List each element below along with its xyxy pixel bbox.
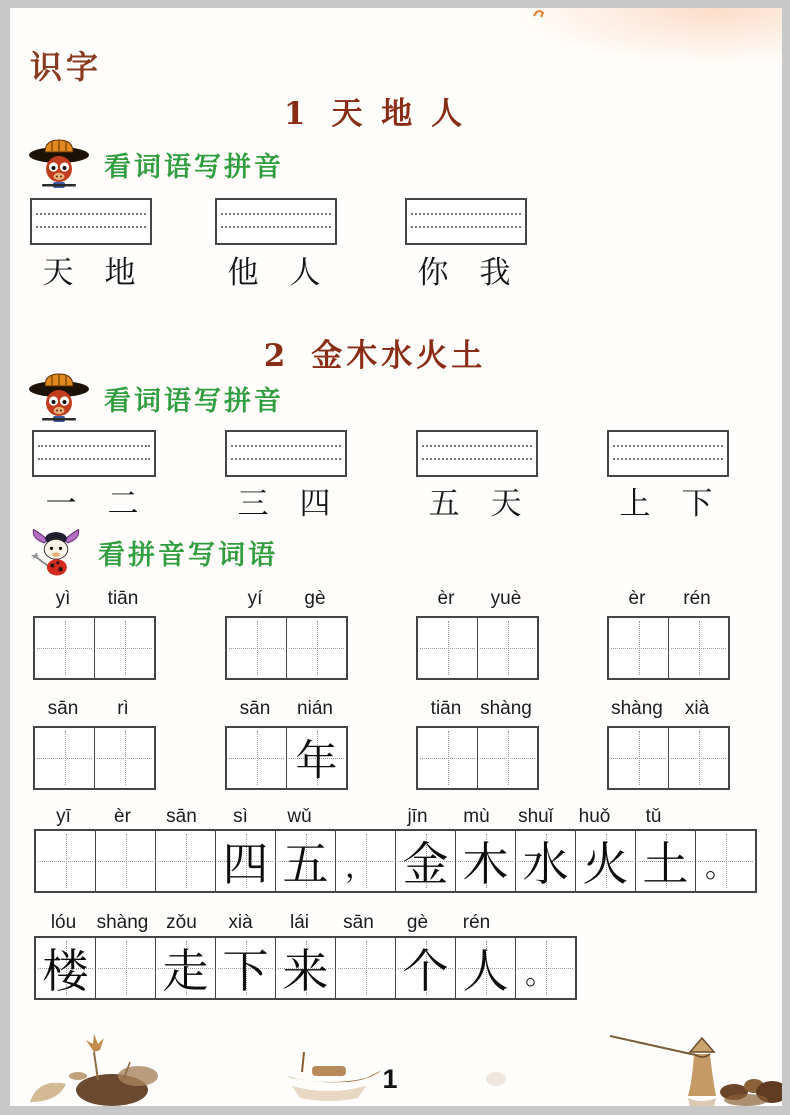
writing-cell <box>35 728 94 788</box>
written-character <box>95 618 154 678</box>
writing-cell <box>455 831 515 891</box>
pinyin-syllable: lái <box>289 912 309 933</box>
writing-cell <box>668 728 728 788</box>
pinyin-syllable: nián <box>297 698 333 719</box>
written-character: 走 <box>162 944 209 998</box>
fisherman-illustration <box>548 1030 782 1106</box>
character-writing-grid <box>225 616 348 680</box>
pinyin-labels <box>225 588 345 610</box>
written-character <box>478 728 537 788</box>
written-character <box>478 618 537 678</box>
pinyin-syllable: huǒ <box>578 806 611 827</box>
written-character <box>418 728 477 788</box>
writing-cell <box>94 728 154 788</box>
writing-cell <box>227 618 286 678</box>
word-label: 他 人 <box>227 255 321 291</box>
pinyin-syllable: rén <box>462 912 491 933</box>
pinyin-syllable: sān <box>239 698 271 719</box>
writing-cell <box>215 938 275 998</box>
pinyin-writing-box <box>405 198 527 245</box>
written-character <box>418 618 477 678</box>
written-character <box>156 831 215 891</box>
writing-cell <box>477 618 537 678</box>
pinyin-labels <box>33 698 153 720</box>
character-writing-grid <box>225 726 348 790</box>
pinyin-labels <box>33 588 153 610</box>
scan-edge-left <box>0 0 10 1115</box>
pinyin-labels <box>416 588 536 610</box>
pinyin-syllable: tǔ <box>645 806 662 827</box>
pinyin-syllable: wǔ <box>287 806 312 827</box>
written-character: 四 <box>222 837 269 891</box>
pinyin-writing-box <box>607 430 729 477</box>
writing-cell <box>155 831 215 891</box>
writing-cell <box>395 831 455 891</box>
lesson1-exercise-header <box>28 138 284 190</box>
written-character <box>287 618 346 678</box>
unit-label: 识字 <box>30 48 103 86</box>
writing-cell <box>275 831 335 891</box>
writing-cell <box>335 831 395 891</box>
written-character <box>35 618 94 678</box>
lesson1-title <box>0 88 750 133</box>
orange-mark-decoration <box>532 6 548 20</box>
pinyin-syllable: shuǐ <box>518 806 553 827</box>
writing-cell <box>635 831 695 891</box>
writing-cell <box>35 618 94 678</box>
character-writing-grid <box>416 616 539 680</box>
lesson2-exercise1-heading: 看词语写拼音 <box>104 385 284 417</box>
pinyin-syllable: jīn <box>407 806 428 827</box>
character-writing-grid <box>33 726 156 790</box>
pinyin-syllable: shàng <box>611 698 663 719</box>
pinyin-syllable: xià <box>228 912 253 933</box>
written-character: 水 <box>522 837 569 891</box>
lesson1-title-text: 天 地 人 <box>331 96 467 132</box>
writing-cell <box>695 831 755 891</box>
pinyin-syllable: yì <box>55 588 71 609</box>
writing-cell <box>418 728 477 788</box>
pinyin-syllable: yí <box>247 588 263 609</box>
written-character: 火 <box>582 837 629 891</box>
writing-cell <box>609 728 668 788</box>
pinyin-syllable: yuè <box>490 588 522 609</box>
lesson2-exercise1-header <box>28 372 284 424</box>
pinyin-syllable: zǒu <box>166 912 197 933</box>
written-character: 来 <box>282 944 329 998</box>
pinyin-syllable: èr <box>437 588 455 609</box>
lesson2-number: 2 <box>263 338 286 374</box>
pinyin-labels <box>607 698 727 720</box>
pinyin-syllable: sì <box>233 806 248 827</box>
pinyin-writing-box <box>416 430 538 477</box>
writing-cell <box>575 831 635 891</box>
pinyin-syllable: gè <box>304 588 326 609</box>
writing-cell <box>395 938 455 998</box>
pinyin-writing-box <box>30 198 152 245</box>
word-label: 一 二 <box>45 486 139 522</box>
ox-wearing-hat-mascot-icon <box>28 138 90 190</box>
written-character: 个 <box>402 944 449 998</box>
written-character <box>227 728 286 788</box>
written-character <box>227 618 286 678</box>
writing-cell <box>335 938 395 998</box>
written-character: 金 <box>402 837 449 891</box>
written-punctuation: 。 <box>705 850 735 885</box>
pinyin-syllable: gè <box>406 912 429 933</box>
written-character: 楼 <box>42 944 89 998</box>
pinyin-syllable: tiān <box>107 588 139 609</box>
pinyin-syllable <box>683 806 742 828</box>
pinyin-labels-sentence2 <box>34 912 565 934</box>
pinyin-syllable: rì <box>117 698 129 719</box>
sentence-writing-grid <box>34 936 577 1000</box>
pinyin-syllable: yī <box>56 806 71 827</box>
pinyin-labels-sentence1 <box>34 806 742 828</box>
writing-cell <box>418 618 477 678</box>
pinyin-syllable: èr <box>628 588 646 609</box>
written-character <box>669 728 728 788</box>
writing-cell <box>515 831 575 891</box>
written-character: 人 <box>462 944 509 998</box>
ink-smudge-decoration <box>486 1072 506 1086</box>
scan-edge-bottom <box>0 1106 790 1115</box>
written-character: 土 <box>642 837 689 891</box>
writing-cell <box>215 831 275 891</box>
written-character <box>96 831 155 891</box>
writing-cell <box>275 938 335 998</box>
pinyin-syllable <box>506 912 565 934</box>
pinyin-syllable: shàng <box>96 912 149 933</box>
character-writing-grid <box>607 726 730 790</box>
pinyin-syllable: mù <box>463 806 490 827</box>
pinyin-syllable: xià <box>684 698 710 719</box>
writing-cell <box>286 618 346 678</box>
word-label: 你 我 <box>417 255 511 291</box>
writing-cell <box>515 938 575 998</box>
writing-cell <box>609 618 668 678</box>
character-writing-grid <box>33 616 156 680</box>
pinyin-syllable: sān <box>47 698 79 719</box>
writing-cell <box>668 618 728 678</box>
written-character: 下 <box>222 944 269 998</box>
character-writing-grid <box>416 726 539 790</box>
written-character: 木 <box>462 837 509 891</box>
writing-cell <box>477 728 537 788</box>
written-character <box>96 938 155 998</box>
pinyin-labels <box>607 588 727 610</box>
lesson1-number: 1 <box>283 96 306 132</box>
lesson2-title-text: 金木水火土 <box>311 338 487 374</box>
pinyin-syllable: lóu <box>50 912 77 933</box>
written-character <box>669 618 728 678</box>
writing-cell <box>95 938 155 998</box>
pinyin-syllable: sān <box>166 806 197 827</box>
written-character <box>35 728 94 788</box>
written-character: 年 <box>295 736 338 785</box>
written-punctuation: ， <box>345 850 375 885</box>
pinyin-writing-box <box>32 430 156 477</box>
ox-demon-mascot-icon <box>28 526 84 578</box>
lesson1-exercise-heading: 看词语写拼音 <box>104 151 284 183</box>
pinyin-writing-box <box>215 198 337 245</box>
orange-wash-decoration <box>512 8 782 66</box>
sentence-writing-grid <box>34 829 757 893</box>
written-character: 五 <box>282 837 329 891</box>
lesson2-title <box>0 330 750 375</box>
word-label: 上 下 <box>619 486 713 522</box>
writing-cell <box>455 938 515 998</box>
writing-cell <box>94 618 154 678</box>
writing-cell <box>155 938 215 998</box>
boat-illustration <box>278 1050 386 1104</box>
lesson2-exercise2-header <box>28 526 278 578</box>
writing-cell <box>286 728 346 788</box>
pinyin-syllable <box>329 806 388 828</box>
written-character <box>609 728 668 788</box>
lotus-pond-illustration <box>20 1032 195 1106</box>
pinyin-labels <box>225 698 345 720</box>
writing-cell <box>95 831 155 891</box>
writing-cell <box>227 728 286 788</box>
pinyin-writing-box <box>225 430 347 477</box>
word-label: 天 地 <box>42 255 136 291</box>
page-number: 1 <box>382 1064 398 1094</box>
word-label: 五 天 <box>428 486 522 522</box>
pinyin-syllable: èr <box>114 806 131 827</box>
scan-edge-right <box>782 0 790 1115</box>
writing-cell <box>36 938 95 998</box>
written-punctuation: 。 <box>525 957 555 992</box>
written-character <box>95 728 154 788</box>
word-label: 三 四 <box>237 486 331 522</box>
written-character <box>36 831 95 891</box>
scan-edge-top <box>0 0 790 8</box>
writing-cell <box>36 831 95 891</box>
written-character <box>336 938 395 998</box>
lesson2-exercise2-heading: 看拼音写词语 <box>98 539 278 571</box>
pinyin-labels <box>416 698 536 720</box>
character-writing-grid <box>607 616 730 680</box>
pinyin-syllable: rén <box>683 588 711 609</box>
written-character <box>609 618 668 678</box>
pinyin-syllable: shàng <box>480 698 532 719</box>
pinyin-syllable: tiān <box>430 698 462 719</box>
ox-wearing-hat-mascot-icon <box>28 372 90 424</box>
pinyin-syllable: sān <box>343 912 374 933</box>
